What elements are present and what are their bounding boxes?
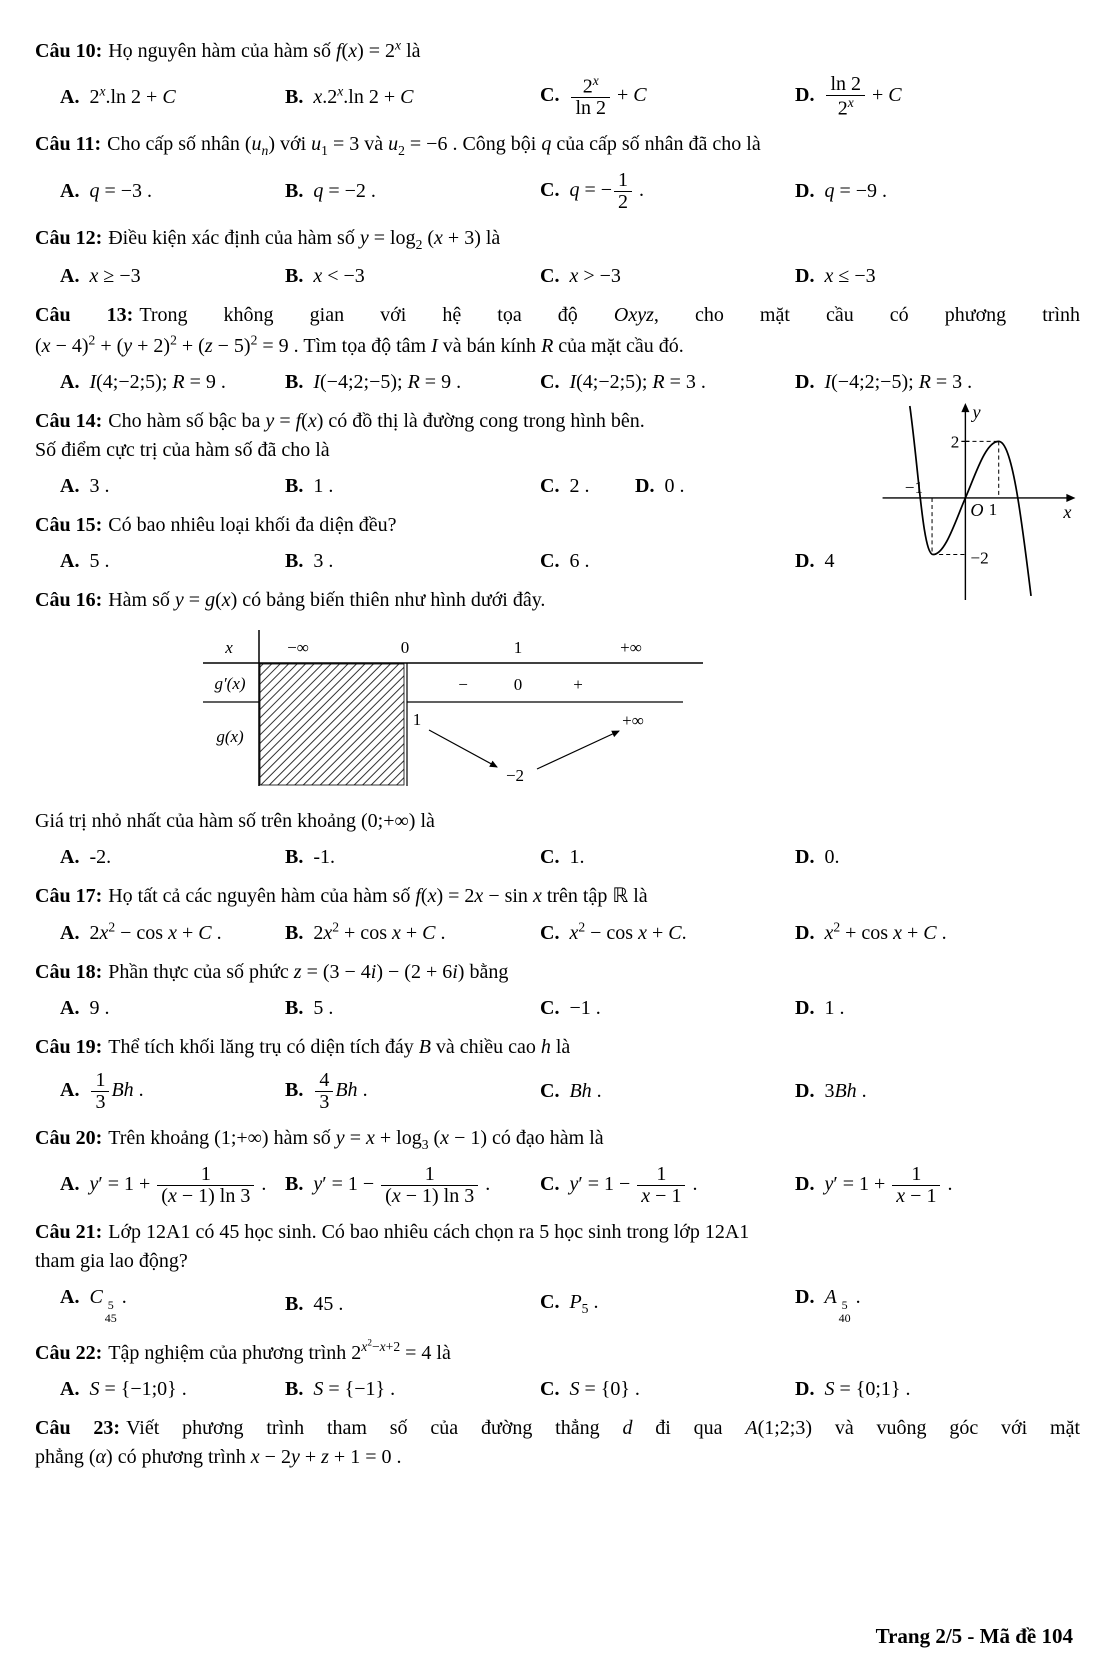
option-text: 1. — [569, 845, 585, 868]
option-text: 2 . — [569, 474, 590, 497]
option-A — [60, 263, 285, 290]
option-text: I(4;−2;5); R = 3 . — [569, 370, 706, 393]
option-B — [285, 995, 540, 1022]
option-letter: D. — [795, 1377, 815, 1400]
question-number: Câu 21: — [35, 1220, 103, 1243]
question-17 — [35, 883, 1080, 948]
y-axis-label: y — [972, 401, 981, 422]
option-letter: B. — [285, 1079, 304, 1102]
option-letter: D. — [795, 997, 815, 1020]
option-A — [60, 1284, 285, 1325]
question-text: Phần thực của số phức z = (3 − 4i) − (2 + 6i) bằng — [108, 961, 509, 984]
x-value: −∞ — [287, 637, 309, 657]
option-B — [285, 844, 540, 871]
option-text: $\frac{4}{3}$ Bh . — [313, 1079, 367, 1101]
option-A — [60, 995, 285, 1022]
option-letter: C. — [540, 1377, 560, 1400]
question-text: Trên khoảng (1;+∞) hàm số $y = x + \log_3 (x - 1)$ có đạo hàm là — [108, 1127, 604, 1153]
option-letter: A. — [60, 474, 80, 497]
option-C — [540, 548, 795, 575]
option-A — [60, 473, 285, 500]
options-row — [35, 473, 863, 500]
question-19 — [35, 1034, 1080, 1113]
option-letter: B. — [285, 370, 304, 393]
option-A — [60, 369, 285, 396]
option-text: y′ = 1 + $\frac{1}{x - 1}$ . — [824, 1162, 953, 1207]
option-letter: A. — [60, 179, 80, 202]
option-text: q = −2 . — [313, 179, 376, 202]
table-var-label: x — [225, 637, 233, 657]
option-letter: D. — [795, 1285, 815, 1308]
deriv-sign: + — [573, 674, 583, 694]
question-number: Câu 22: — [35, 1341, 103, 1364]
options-row — [35, 844, 1080, 871]
option-text: q = −3 . — [89, 179, 153, 202]
option-B — [285, 473, 540, 500]
option-D — [795, 369, 1080, 396]
option-text: $\frac{1}{3}$ Bh . — [89, 1079, 143, 1101]
options-row — [35, 548, 863, 575]
option-text: 3 . — [89, 474, 110, 497]
option-A — [60, 1164, 285, 1207]
question-number: Câu 17: — [35, 884, 103, 907]
option-letter: A. — [60, 1377, 80, 1400]
option-D — [795, 1078, 1080, 1105]
option-B — [285, 369, 540, 396]
option-letter: C. — [540, 84, 560, 107]
option-letter: D. — [795, 179, 815, 202]
option-text: $\frac{\ln 2}{2^x}$ + C — [824, 84, 901, 106]
option-text: $x^2 - \cos x + C$. — [569, 919, 687, 945]
option-B — [285, 1376, 540, 1403]
option-letter: C. — [540, 549, 560, 572]
option-D — [795, 74, 1080, 120]
question-text: Số điểm cực trị của hàm số đã cho là — [35, 438, 330, 461]
option-letter: C. — [540, 845, 560, 868]
option-letter: B. — [285, 1172, 304, 1195]
option-text: $2x^2 - \cos x + C$ . — [89, 919, 222, 945]
question-text: Cho cấp số nhân $(u_n)$ với $u_1 = 3$ và $u_2 = -6$ . Công bội q của cấp số nhân đã cho là — [107, 133, 761, 159]
option-letter: B. — [285, 265, 304, 287]
option-B — [285, 1164, 540, 1207]
question-stem — [35, 1337, 1080, 1367]
option-text: $x^2 + \cos x + C$ . — [824, 919, 947, 945]
option-letter: A. — [60, 265, 80, 287]
cubic-curve-graph — [875, 402, 1080, 604]
x-tick-neg1: −1 — [904, 477, 924, 497]
option-text: 1 . — [824, 997, 845, 1020]
option-letter: D. — [795, 370, 815, 393]
option-letter: B. — [285, 1292, 304, 1315]
y-tick-neg2: −2 — [970, 548, 989, 568]
option-text: q = −9 . — [824, 179, 888, 202]
question-16 — [35, 587, 1080, 871]
question-stem-line2 — [35, 331, 1080, 360]
x-axis-arrow-icon — [1066, 494, 1075, 502]
option-text: y′ = 1 + $\frac{1}{(x - 1) \ln 3}$ . — [89, 1162, 267, 1207]
x-tick-1: 1 — [988, 499, 998, 519]
option-text: -1. — [313, 845, 336, 868]
question-stem — [35, 883, 1080, 910]
x-axis-label: x — [1063, 501, 1072, 522]
question-11 — [35, 131, 1080, 212]
x-value: +∞ — [620, 637, 642, 657]
option-letter: D. — [795, 1172, 815, 1195]
option-text: 3Bh . — [824, 1080, 867, 1103]
options-row — [35, 1376, 1080, 1403]
question-10 — [35, 36, 1080, 119]
option-C — [540, 1078, 795, 1105]
func-end-value: +∞ — [622, 710, 644, 730]
deriv-sign: − — [458, 674, 468, 694]
option-text: C 5 45 . — [89, 1285, 127, 1325]
option-A — [60, 844, 285, 871]
question-text: Họ nguyên hàm của hàm số $f(x) = 2^x$ là — [108, 37, 421, 62]
option-B — [285, 263, 540, 290]
question-21 — [35, 1219, 1080, 1325]
option-letter: A. — [60, 1079, 80, 1102]
option-letter: B. — [285, 474, 304, 497]
option-letter: C. — [540, 1291, 560, 1314]
options-row — [35, 170, 1080, 213]
option-letter: C. — [540, 922, 560, 945]
options-row — [35, 1070, 1080, 1113]
question-text: Giá trị nhỏ nhất của hàm số trên khoảng (0;+∞) là — [35, 809, 435, 832]
option-C — [540, 1376, 795, 1403]
option-B — [285, 919, 540, 948]
option-C — [540, 1164, 795, 1207]
question-number: Câu 19: — [35, 1036, 103, 1059]
option-text: y′ = 1 − $\frac{1}{(x - 1) \ln 3}$ . — [313, 1162, 491, 1207]
option-text: 2$^x$.ln 2 + C — [89, 83, 176, 108]
question-text: Điều kiện xác định của hàm số $y = \log_2 (x + 3)$ là — [108, 226, 501, 252]
option-text: I(−4;2;−5); R = 3 . — [824, 370, 973, 393]
option-B — [285, 82, 540, 111]
options-row — [35, 74, 1080, 120]
decreasing-arrow-icon — [429, 730, 497, 767]
option-C — [540, 995, 795, 1022]
option-C — [540, 844, 795, 871]
option-letter: B. — [285, 997, 304, 1020]
option-text: 6 . — [569, 549, 590, 572]
deriv-sign: 0 — [513, 674, 523, 694]
option-D — [795, 844, 1080, 871]
question-number: Câu 15: — [35, 513, 103, 536]
option-text: 3 . — [313, 549, 334, 572]
option-text: 45 . — [313, 1292, 344, 1315]
option-C — [540, 1289, 795, 1318]
question-text: Tập nghiệm của phương trình $2^{x^2-x+2} = 4$ là — [108, 1337, 451, 1364]
option-text: −1 . — [569, 997, 601, 1020]
option-D — [795, 1376, 1080, 1403]
option-C — [540, 473, 635, 500]
option-A — [60, 548, 285, 575]
question-12 — [35, 225, 1080, 290]
question-number: Câu 18: — [35, 961, 103, 984]
option-letter: A. — [60, 997, 80, 1020]
option-text: Bh . — [569, 1080, 602, 1103]
option-letter: C. — [540, 474, 560, 497]
option-letter: B. — [285, 179, 304, 202]
question-text: Cho hàm số bậc ba y = f(x) có đồ thị là đường cong trong hình bên. — [108, 409, 645, 432]
question-18 — [35, 959, 1080, 1022]
options-row — [35, 1164, 1080, 1207]
option-text: 1 . — [313, 474, 334, 497]
option-text: x.2$^x$.ln 2 + C — [313, 83, 414, 108]
option-letter: D. — [795, 265, 815, 287]
question-22 — [35, 1337, 1080, 1403]
option-text: $\frac{2^x}{\ln 2}$ + C — [569, 84, 646, 106]
option-text: 0. — [824, 845, 840, 868]
option-text: x < −3 — [313, 265, 365, 287]
option-letter: A. — [60, 85, 80, 108]
question-number: Câu 23: — [35, 1416, 121, 1439]
option-text: x > −3 — [569, 265, 621, 287]
option-letter: C. — [540, 370, 560, 393]
option-letter: D. — [795, 922, 815, 945]
deriv-label: g′(x) — [214, 673, 246, 693]
option-D — [795, 178, 1080, 205]
x-value: 1 — [513, 637, 523, 657]
option-C — [540, 170, 795, 213]
question-text: $(x - 4)^2 + (y + 2)^2 + (z - 5)^2 = 9$ . Tìm tọa độ tâm I và bán kính R của mặt cầu đó. — [35, 332, 684, 357]
option-text: y′ = 1 − $\frac{1}{x - 1}$ . — [569, 1162, 698, 1207]
question-stem — [35, 302, 1080, 329]
option-letter: B. — [285, 922, 304, 945]
options-row — [35, 369, 1080, 396]
option-letter: B. — [285, 1377, 304, 1400]
option-D — [635, 473, 863, 500]
option-text: S = {0} . — [569, 1377, 640, 1400]
question-part2 — [35, 808, 1080, 835]
question-stem — [35, 1034, 1080, 1061]
variation-table-figure — [203, 630, 1080, 796]
option-letter: A. — [60, 549, 80, 572]
question-text: Hàm số y = g(x) có bảng biến thiên như hình dưới đây. — [108, 588, 546, 611]
y-axis-arrow-icon — [961, 403, 969, 412]
question-20 — [35, 1125, 1080, 1206]
option-D — [795, 548, 863, 575]
variation-table — [203, 630, 703, 788]
option-letter: C. — [540, 997, 560, 1020]
question-text: Có bao nhiêu loại khối đa diện đều? — [108, 513, 397, 536]
question-number: Câu 10: — [35, 39, 103, 62]
option-D — [795, 995, 1080, 1022]
increasing-arrow-icon — [537, 731, 619, 769]
question-stem — [35, 36, 1080, 65]
option-letter: A. — [60, 922, 80, 945]
option-C — [540, 919, 795, 948]
question-stem — [35, 1125, 1080, 1154]
option-C — [540, 74, 795, 120]
option-letter: D. — [635, 474, 655, 497]
cubic-curve-figure — [875, 402, 1080, 612]
question-text: Lớp 12A1 có 45 học sinh. Có bao nhiêu cách chọn ra 5 học sinh trong lớp 12A1 — [108, 1220, 750, 1243]
option-D — [795, 263, 1080, 290]
x-value: 0 — [400, 637, 410, 657]
option-letter: C. — [540, 178, 560, 201]
option-B — [285, 1070, 540, 1113]
origin-label: O — [970, 499, 984, 520]
option-C — [540, 263, 795, 290]
question-23 — [35, 1415, 1080, 1471]
option-letter: C. — [540, 1080, 560, 1103]
question-number: Câu 14: — [35, 409, 103, 432]
option-text: 0 . — [664, 474, 685, 497]
func-label: g(x) — [216, 726, 244, 746]
question-text: Họ tất cả các nguyên hàm của hàm số f(x) = 2x − sin x trên tập ℝ là — [108, 884, 648, 907]
option-text: 9 . — [89, 997, 110, 1020]
option-D — [795, 919, 1080, 948]
y-tick-2: 2 — [950, 432, 960, 452]
option-text: I(−4;2;−5); R = 9 . — [313, 370, 462, 393]
option-text: I(4;−2;5); R = 9 . — [89, 370, 226, 393]
option-text: q = − $\frac{1}{2}$ . — [569, 168, 645, 213]
question-stem-line2 — [35, 1248, 1080, 1275]
option-letter: B. — [285, 549, 304, 572]
option-A — [60, 1070, 285, 1113]
option-text: S = {0;1} . — [824, 1377, 911, 1400]
question-text: phẳng (α) có phương trình x − 2y + z + 1 = 0 . — [35, 1445, 402, 1468]
question-13 — [35, 302, 1080, 396]
option-letter: D. — [795, 84, 815, 107]
question-number: Câu 12: — [35, 226, 103, 249]
option-A — [60, 1376, 285, 1403]
option-text: 5 . — [89, 549, 110, 572]
option-text: $P_5$ . — [569, 1291, 599, 1317]
option-A — [60, 82, 285, 111]
question-stem — [35, 959, 1080, 986]
option-B — [285, 1291, 540, 1318]
option-letter: D. — [795, 549, 815, 572]
option-letter: A. — [60, 1285, 80, 1308]
option-letter: A. — [60, 845, 80, 868]
question-text: Trong không gian với hệ tọa độ Oxyz, cho mặt cầu có phương trình — [139, 304, 1081, 326]
option-text: $2x^2 + \cos x + C$ . — [313, 919, 446, 945]
question-number: Câu 20: — [35, 1127, 103, 1150]
question-text: Viết phương trình tham số của đường thẳng d đi qua A(1;2;3) và vuông góc với mặt — [126, 1416, 1081, 1439]
option-B — [285, 548, 540, 575]
options-row — [35, 995, 1080, 1022]
func-start-value: 1 — [412, 709, 422, 729]
options-row — [35, 263, 1080, 290]
option-letter: D. — [795, 845, 815, 868]
option-text: S = {−1;0} . — [89, 1377, 187, 1400]
option-C — [540, 369, 795, 396]
option-B — [285, 178, 540, 205]
option-text: x ≤ −3 — [824, 265, 876, 287]
page-footer: Trang 2/5 - Mã đề 104 — [875, 1623, 1073, 1648]
options-row — [35, 919, 1080, 948]
question-number: Câu 11: — [35, 133, 102, 156]
func-min-value: −2 — [505, 765, 525, 785]
option-letter: C. — [540, 1172, 560, 1195]
question-stem — [35, 1219, 1080, 1246]
option-text: -2. — [89, 845, 112, 868]
options-row — [35, 1284, 1080, 1325]
option-letter: A. — [60, 1172, 80, 1195]
question-text: tham gia lao động? — [35, 1249, 188, 1272]
option-D — [795, 1284, 1080, 1325]
question-number: Câu 16: — [35, 588, 103, 611]
option-text: 5 . — [313, 997, 334, 1020]
option-letter: B. — [285, 845, 304, 868]
option-letter: D. — [795, 1080, 815, 1103]
question-stem-line2 — [35, 1444, 1080, 1471]
undefined-region-hatch — [260, 664, 404, 785]
option-A — [60, 178, 285, 205]
option-A — [60, 919, 285, 948]
option-text: A 5 40 . — [824, 1285, 861, 1325]
option-D — [795, 1164, 1080, 1207]
option-letter: A. — [60, 370, 80, 393]
question-number: Câu 13: — [35, 304, 134, 326]
question-text: Thể tích khối lăng trụ có diện tích đáy B và chiều cao h là — [108, 1036, 571, 1059]
question-stem — [35, 1415, 1080, 1442]
option-letter: B. — [285, 85, 304, 108]
option-text: S = {−1} . — [313, 1377, 396, 1400]
option-letter: C. — [540, 265, 560, 287]
question-stem — [35, 225, 1080, 254]
question-stem — [35, 131, 1080, 160]
option-text: 4 — [824, 549, 835, 572]
option-text: x ≥ −3 — [89, 265, 141, 287]
